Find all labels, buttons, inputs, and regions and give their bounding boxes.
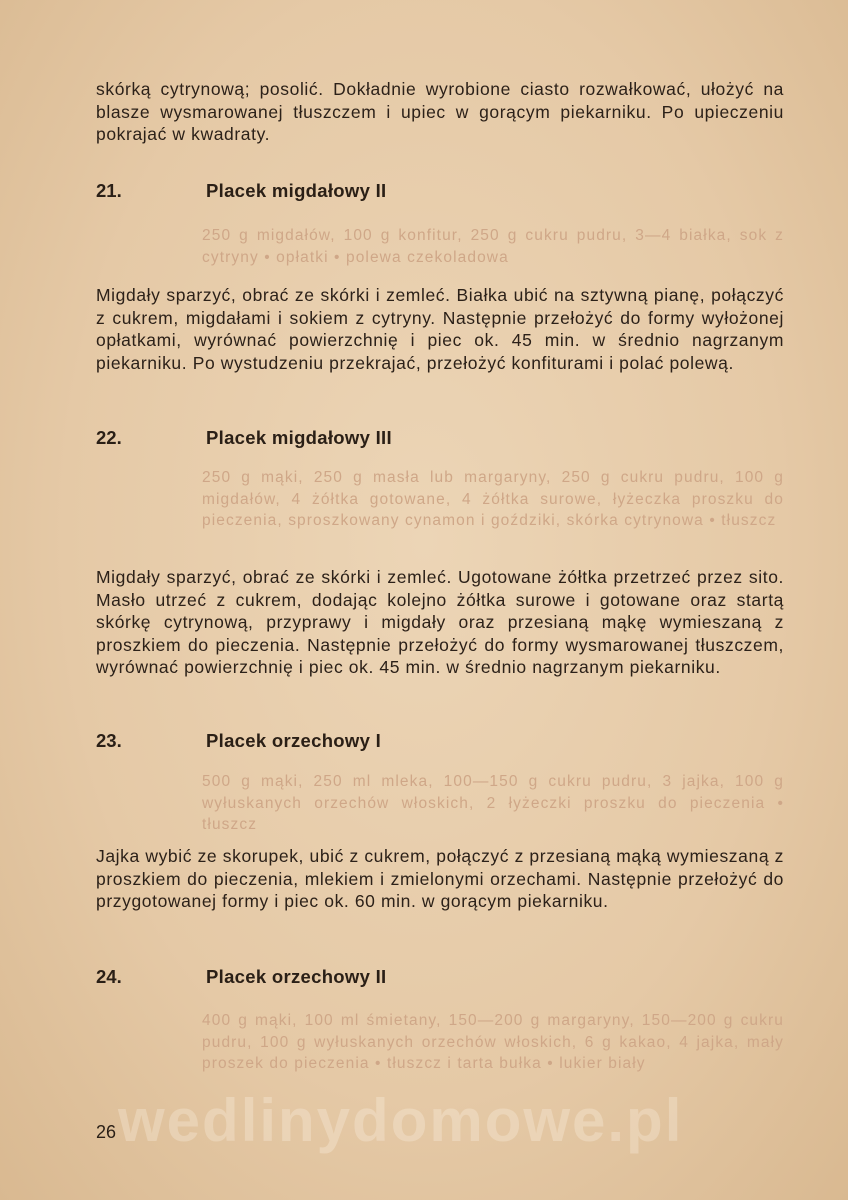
recipe-title: Placek migdałowy II (206, 180, 387, 201)
recipe-heading (96, 966, 784, 994)
ingredients-list: 250 g mąki, 250 g masła lub margaryny, 250 g cukru pudru, 100 g migdałów, 4 żółtka gotowane, 4 żółtka surowe, łyżeczka proszku do pieczenia, sproszkowany cynamon i goździki, skórka cytrynowa • tłuszcz (202, 469, 784, 529)
recipe-heading (96, 730, 784, 758)
instructions-paragraph: Jajka wybić ze skorupek, ubić z cukrem, połączyć z przesianą mąką wymieszaną z proszkiem do pieczenia, mlekiem i zmielonymi orzechami. Następnie przełożyć do przygotowanej formy i piec ok. 60 min. w gorącym piekarniku. (96, 846, 784, 911)
recipe-title: Placek migdałowy III (206, 427, 392, 448)
ingredients-list: 250 g migdałów, 100 g konfitur, 250 g cukru pudru, 3—4 białka, sok z cytryny • opłatki • polewa czekoladowa (202, 227, 784, 266)
recipe-number: 22. (96, 427, 122, 448)
ingredients-list: 400 g mąki, 100 ml śmietany, 150—200 g margaryny, 150—200 g cukru pudru, 100 g wyłuskanych orzechów włoskich, 6 g kakao, 4 jajka, mały proszek do pieczenia • tłuszcz i tarta bułka • lukier biały (202, 1012, 784, 1072)
instructions-paragraph: Migdały sparzyć, obrać ze skórki i zemleć. Białka ubić na sztywną pianę, połączyć z cukrem, migdałami i sokiem z cytryny. Następnie przełożyć do formy wyłożonej opłatkami, wyrównać powierzchnię i piec ok. 45 min. w średnio nagrzanym piekarniku. Po wystudzeniu przekrajać, przełożyć konfiturami i polać polewą. (96, 285, 784, 373)
page-number: 26 (96, 1122, 117, 1142)
recipe-number: 24. (96, 966, 122, 987)
recipe-heading (96, 427, 784, 455)
recipe-number: 23. (96, 730, 122, 751)
recipe-heading (96, 180, 784, 208)
recipe-title: Placek orzechowy I (206, 730, 382, 751)
instructions-paragraph: Migdały sparzyć, obrać ze skórki i zemleć. Ugotowane żółtka przetrzeć przez sito. Masło utrzeć z cukrem, dodając kolejno żółtka surowe i gotowane oraz startą skórkę cytrynową, przyprawy i migdały oraz przesianą mąkę wymieszaną z proszkiem do pieczenia. Następnie przełożyć do formy wysmarowanej tłuszczem, wyrównać powierzchnię i piec ok. 45 min. w średnio nagrzanym piekarniku. (96, 567, 784, 677)
watermark: wedlinydomowe.pl (118, 1087, 684, 1154)
intro-paragraph: skórką cytrynową; posolić. Dokładnie wyrobione ciasto rozwałkować, ułożyć na blasze wysmarowanej tłuszczem i upiec w gorącym piekarniku. Po upieczeniu pokrajać w kwadraty. (96, 79, 784, 144)
ingredients-list: 500 g mąki, 250 ml mleka, 100—150 g cukru pudru, 3 jajka, 100 g wyłuskanych orzechów włoskich, 2 łyżeczki proszku do pieczenia • tłuszcz (202, 773, 784, 833)
recipe-number: 21. (96, 180, 122, 201)
recipe-title: Placek orzechowy II (206, 966, 387, 987)
